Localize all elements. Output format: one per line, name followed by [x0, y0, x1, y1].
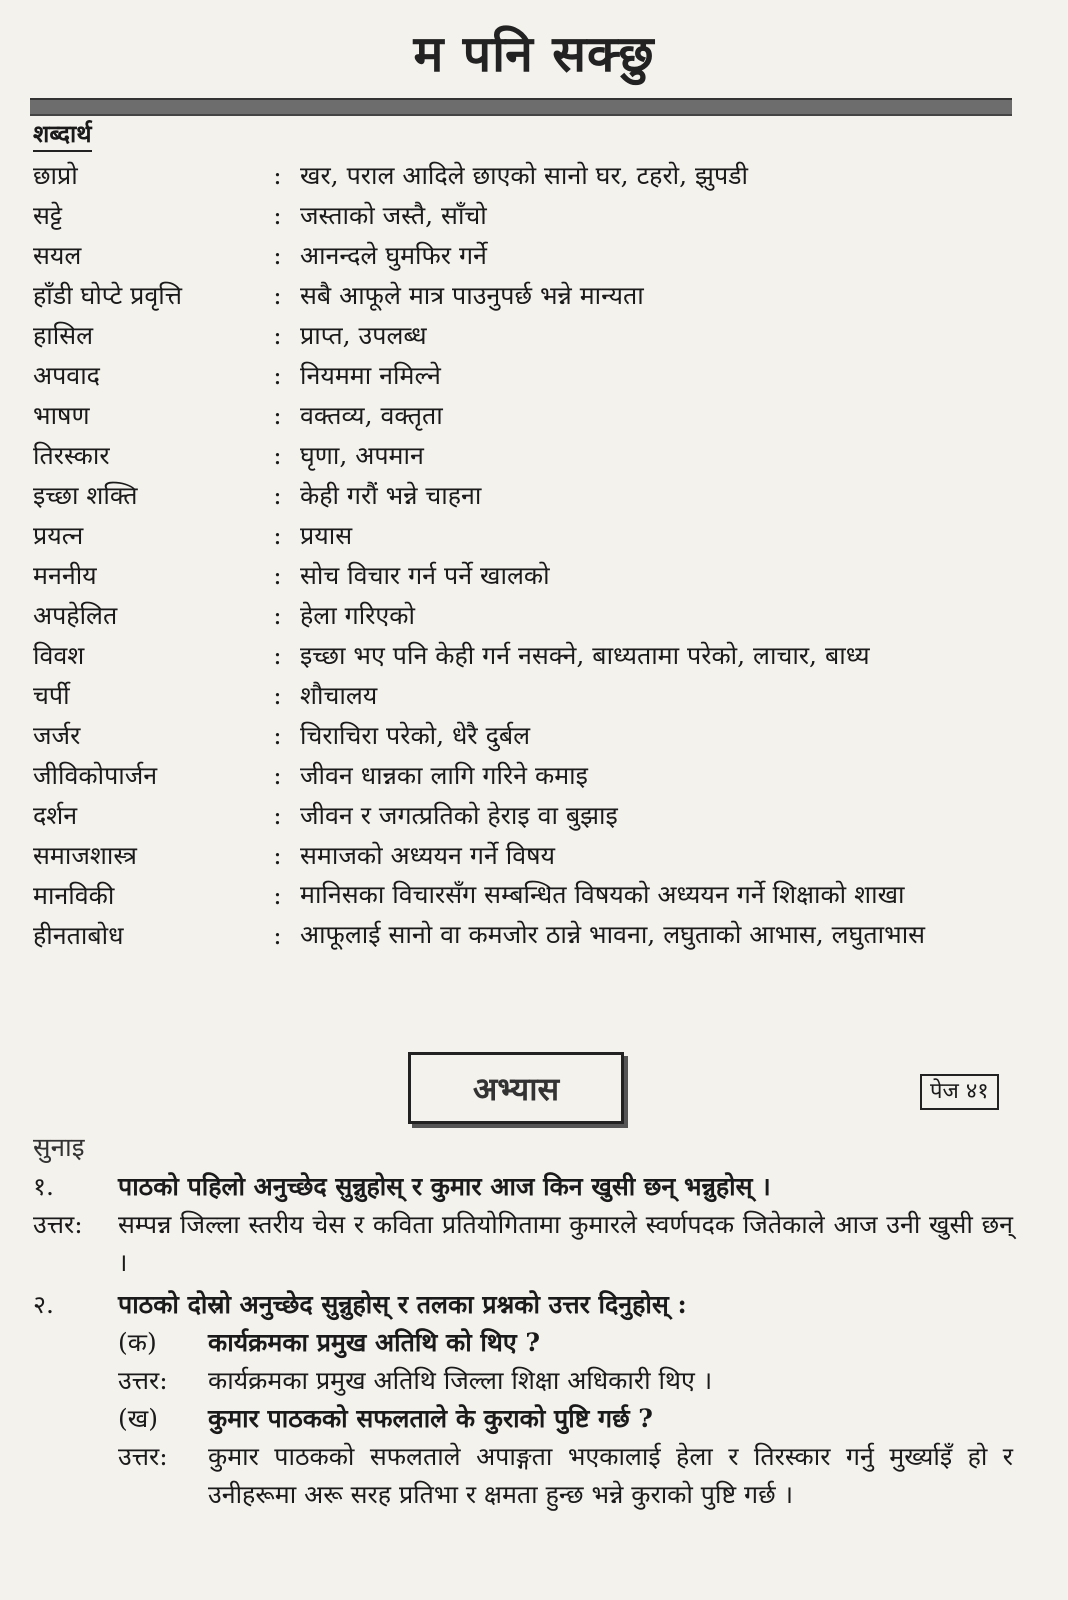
glossary-entry	[33, 676, 1013, 716]
glossary-definition: खर, पराल आदिले छाएको सानो घर, टहरो, झुपडी	[300, 161, 748, 190]
glossary-definition: आनन्दले घुमफिर गर्ने	[300, 241, 487, 270]
question-number: २.	[33, 1290, 54, 1319]
sub-question-b	[118, 1400, 1013, 1438]
glossary-term: हासिल	[33, 321, 94, 350]
glossary-separator: :	[273, 841, 282, 870]
answer-1	[33, 1206, 1013, 1282]
glossary-definition: हेला गरिएको	[300, 601, 415, 630]
question-text: पाठको दोस्रो अनुच्छेद सुन्नुहोस् र तलका प्रश्नको उत्तर दिनुहोस् :	[118, 1290, 687, 1319]
sub-answer-a	[118, 1362, 1013, 1400]
glossary-definition: जीवन र जगत्प्रतिको हेराइ वा बुझाइ	[300, 801, 618, 830]
sub-question-text: कार्यक्रमका प्रमुख अतिथि को थिए ?	[208, 1328, 541, 1357]
glossary-separator: :	[273, 761, 282, 790]
glossary-separator: :	[273, 321, 282, 350]
glossary-term: प्रयत्न	[33, 521, 84, 550]
glossary-term: भाषण	[33, 401, 90, 430]
glossary-definition: आफूलाई सानो वा कमजोर ठान्ने भावना, लघुताको आभास, लघुताभास	[300, 920, 926, 949]
sub-question-text: कुमार पाठकको सफलताले के कुराको पुष्टि गर्छ ?	[208, 1404, 653, 1433]
glossary-separator: :	[273, 801, 282, 830]
glossary-definition: नियममा नमिल्ने	[300, 361, 441, 390]
glossary-term: मननीय	[33, 561, 97, 590]
glossary-separator: :	[273, 721, 282, 750]
glossary-separator: :	[273, 561, 282, 590]
glossary-entry	[33, 796, 1013, 836]
glossary-separator: :	[273, 881, 282, 910]
glossary-separator: :	[273, 681, 282, 710]
glossary-entry	[33, 436, 1013, 476]
glossary-term: अपवाद	[33, 361, 100, 390]
glossary-term: दर्शन	[33, 801, 78, 830]
glossary-term: मानविकी	[33, 881, 115, 910]
answer-label: उत्तर:	[118, 1366, 168, 1395]
glossary-entry	[33, 556, 1013, 596]
glossary-entry	[33, 476, 1013, 516]
glossary-term: सट्टे	[33, 201, 63, 230]
sub-question-a	[118, 1324, 1013, 1362]
glossary-separator: :	[273, 281, 282, 310]
glossary-entry	[33, 716, 1013, 756]
sub-question-label: (ख)	[118, 1404, 158, 1433]
question-2	[33, 1286, 1013, 1324]
glossary-term: हीनताबोध	[33, 921, 124, 950]
glossary-entry	[33, 836, 1013, 876]
glossary-separator: :	[273, 401, 282, 430]
glossary-definition: केही गरौं भन्ने चाहना	[300, 481, 482, 510]
glossary-term: हाँडी घोप्टे प्रवृत्ति	[33, 281, 183, 310]
glossary-term: जर्जर	[33, 721, 81, 750]
question-text: पाठको पहिलो अनुच्छेद सुन्नुहोस् र कुमार आज किन खुसी छन् भन्नुहोस् ।	[118, 1172, 771, 1201]
page-title: म पनि सक्छु	[413, 25, 655, 83]
glossary-entry	[33, 636, 1013, 676]
glossary-entry	[33, 236, 1013, 276]
glossary-definition: चिराचिरा परेको, धेरै दुर्बल	[300, 721, 531, 750]
glossary-separator: :	[273, 361, 282, 390]
glossary-definition: मानिसका विचारसँग सम्बन्धित विषयको अध्ययन गर्ने शिक्षाको शाखा	[300, 880, 905, 909]
glossary-separator: :	[273, 241, 282, 270]
answer-label: उत्तर:	[118, 1442, 168, 1471]
answer-text: सम्पन्न जिल्ला स्तरीय चेस र कविता प्रतियोगितामा कुमारले स्वर्णपदक जितेकाले आज उनी खुसी छन् ।	[118, 1210, 1013, 1277]
answer-text: कार्यक्रमका प्रमुख अतिथि जिल्ला शिक्षा अधिकारी थिए ।	[208, 1366, 713, 1395]
glossary-definition: वक्तव्य, वक्तृता	[300, 401, 443, 430]
sub-answer-b	[118, 1438, 1013, 1514]
glossary-separator: :	[273, 161, 282, 190]
glossary-term: जीविकोपार्जन	[33, 761, 158, 790]
glossary-entry	[33, 396, 1013, 436]
answer-label: उत्तर:	[33, 1210, 83, 1239]
glossary-entry	[33, 356, 1013, 396]
page-reference: पेज ४१	[920, 1074, 999, 1110]
title-divider	[30, 98, 1012, 116]
glossary-definition: समाजको अध्ययन गर्ने विषय	[300, 841, 556, 870]
glossary-definition: सोच विचार गर्न पर्ने खालको	[300, 561, 550, 590]
glossary-term: तिरस्कार	[33, 441, 110, 470]
glossary-entry	[33, 516, 1013, 556]
section-heading-listening: सुनाइ	[33, 1133, 85, 1163]
glossary-term: विवश	[33, 641, 85, 670]
glossary-entry	[33, 316, 1013, 356]
glossary-separator: :	[273, 601, 282, 630]
glossary-term: चर्पी	[33, 681, 70, 710]
glossary-heading: शब्दार्थ	[33, 118, 92, 152]
glossary-entry	[33, 916, 1013, 956]
glossary-definition: घृणा, अपमान	[300, 441, 424, 470]
glossary-separator: :	[273, 921, 282, 950]
glossary-definition: जीवन धान्नका लागि गरिने कमाइ	[300, 761, 588, 790]
glossary-entry	[33, 196, 1013, 236]
question-1	[33, 1168, 1013, 1206]
question-number: १.	[33, 1172, 54, 1201]
exercise-heading: अभ्यास	[408, 1052, 624, 1124]
glossary-list	[33, 156, 1013, 956]
glossary-entry	[33, 156, 1013, 196]
glossary-definition: शौचालय	[300, 681, 378, 710]
sub-question-label: (क)	[118, 1328, 157, 1357]
glossary-term: इच्छा शक्ति	[33, 481, 138, 510]
glossary-definition: सबै आफूले मात्र पाउनुपर्छ भन्ने मान्यता	[300, 281, 644, 310]
glossary-entry	[33, 596, 1013, 636]
glossary-entry	[33, 876, 1013, 916]
glossary-term: छाप्रो	[33, 161, 78, 190]
question-list	[33, 1168, 1013, 1514]
glossary-separator: :	[273, 201, 282, 230]
glossary-separator: :	[273, 641, 282, 670]
answer-text: कुमार पाठकको सफलताले अपाङ्गता भएकालाई हेला र तिरस्कार गर्नु मुर्ख्याइँ हो र उनीहरूमा अरू सरह प्रतिभा र क्षमता हुन्छ भन्ने कुराको पुष्टि गर्छ ।	[208, 1442, 1013, 1509]
glossary-definition: प्रयास	[300, 521, 353, 550]
glossary-definition: इच्छा भए पनि केही गर्न नसक्ने, बाध्यतामा परेको, लाचार, बाध्य	[300, 641, 870, 670]
glossary-term: सयल	[33, 241, 82, 270]
glossary-entry	[33, 756, 1013, 796]
glossary-separator: :	[273, 521, 282, 550]
glossary-separator: :	[273, 481, 282, 510]
glossary-separator: :	[273, 441, 282, 470]
glossary-entry	[33, 276, 1013, 316]
glossary-definition: जस्ताको जस्तै, साँचो	[300, 201, 487, 230]
glossary-term: अपहेलित	[33, 601, 118, 630]
glossary-term: समाजशास्त्र	[33, 841, 137, 870]
glossary-definition: प्राप्त, उपलब्ध	[300, 321, 427, 350]
